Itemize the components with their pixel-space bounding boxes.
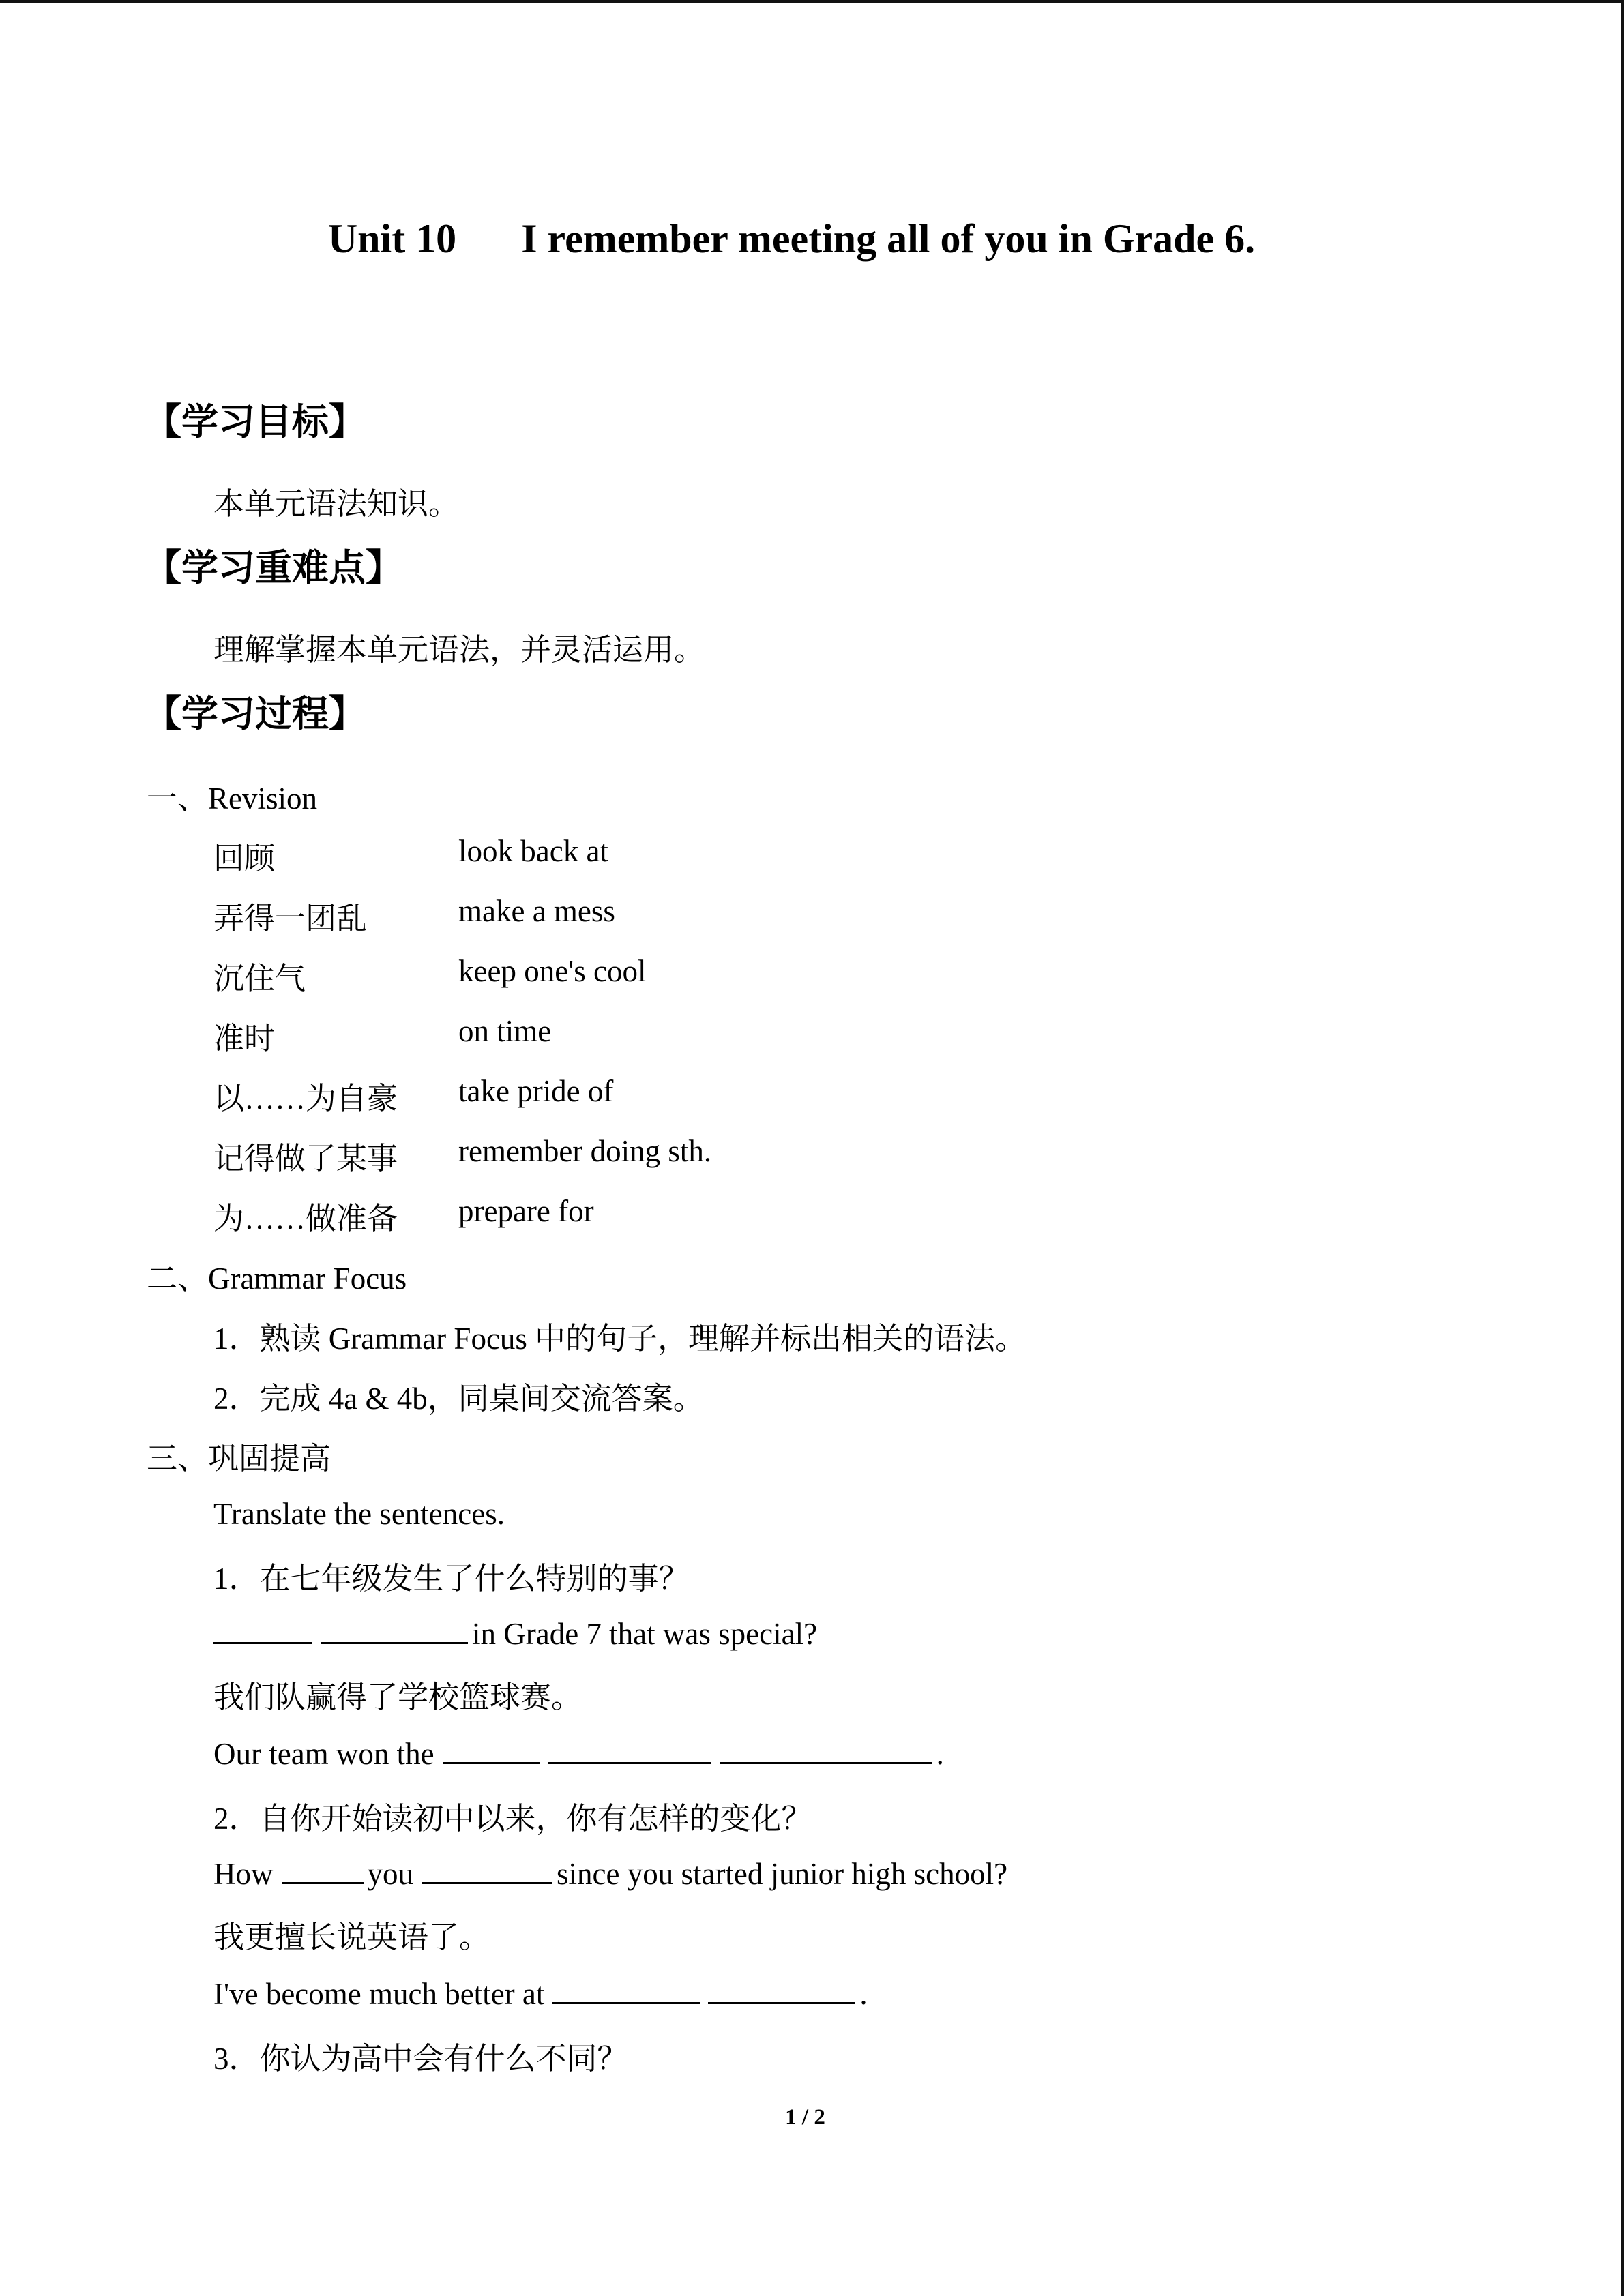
q1-en [213,1615,817,1652]
q2-answer-en-before: I've become much better at [213,1977,545,2011]
vocab-en: keep one's cool [458,954,647,988]
title-unit: Unit 10 [327,216,457,261]
title-text: I remember meeting all of you in Grade 6. [521,216,1256,261]
part2-label: 二、Grammar Focus [147,1262,407,1296]
blank-field[interactable] [548,1735,711,1764]
q3-zh: 3．你认为高中会有什么不同？ [213,2042,628,2076]
key-points-content: 理解掌握本单元语法，并灵活运用。 [213,633,705,667]
document-title [0,215,1624,263]
heading-objectives: 【学习目标】 [145,400,366,443]
q1-answer-en-before: Our team won the [213,1737,434,1771]
part3-instruction: Translate the sentences. [213,1497,505,1531]
blank-field[interactable] [321,1615,468,1644]
q2-en-part3: since you started junior high school? [557,1857,1008,1891]
q2-zh: 2．自你开始读初中以来，你有怎样的变化？ [213,1802,812,1836]
blank-field[interactable] [552,1975,700,2004]
q2-answer-zh: 我更擅长说英语了。 [213,1920,490,1954]
blank-field[interactable] [282,1855,364,1884]
vocab-zh: 以……为自豪 [213,1082,398,1116]
blank-field[interactable] [422,1855,552,1884]
vocab-zh: 为……做准备 [213,1202,398,1236]
q1-answer-zh: 我们队赢得了学校篮球赛。 [213,1680,582,1714]
q1-answer-en-after: . [936,1737,944,1771]
blank-field[interactable] [213,1615,312,1644]
vocab-zh: 回顾 [213,841,276,876]
vocab-en: take pride of [458,1074,614,1108]
page-indicator: 1 / 2 [785,2105,825,2130]
vocab-en: on time [458,1014,552,1048]
vocab-zh: 沉住气 [213,961,306,996]
vocab-en: remember doing sth. [458,1134,712,1168]
heading-key-points: 【学习重难点】 [145,546,402,589]
vocab-en: make a mess [458,894,615,928]
part3-label: 三、巩固提高 [147,1442,331,1476]
blank-field[interactable] [443,1735,540,1764]
q1-zh: 1．在七年级发生了什么特别的事？ [213,1562,690,1596]
vocab-en: prepare for [458,1194,594,1228]
vocab-zh: 准时 [213,1022,276,1056]
q1-en-text: in Grade 7 that was special? [472,1617,818,1651]
q2-en [213,1855,1007,1892]
q2-answer-en-after: . [859,1977,868,2011]
q2-answer-en [213,1975,868,2012]
q2-en-part2: you [367,1857,413,1891]
grammar-item: 1．熟读 Grammar Focus 中的句子，理解并标出相关的语法。 [213,1322,1027,1356]
blank-field[interactable] [708,1975,855,2004]
part1-label: 一、Revision [147,781,318,816]
vocab-zh: 记得做了某事 [213,1142,398,1176]
heading-process: 【学习过程】 [145,692,366,735]
vocab-en: look back at [458,834,608,868]
grammar-item: 2．完成 4a & 4b，同桌间交流答案。 [213,1382,704,1416]
objectives-content: 本单元语法知识。 [213,487,460,521]
q1-answer-en [213,1735,944,1772]
q2-en-part1: How [213,1857,274,1891]
vocab-zh: 弄得一团乱 [213,901,368,936]
blank-field[interactable] [720,1735,932,1764]
